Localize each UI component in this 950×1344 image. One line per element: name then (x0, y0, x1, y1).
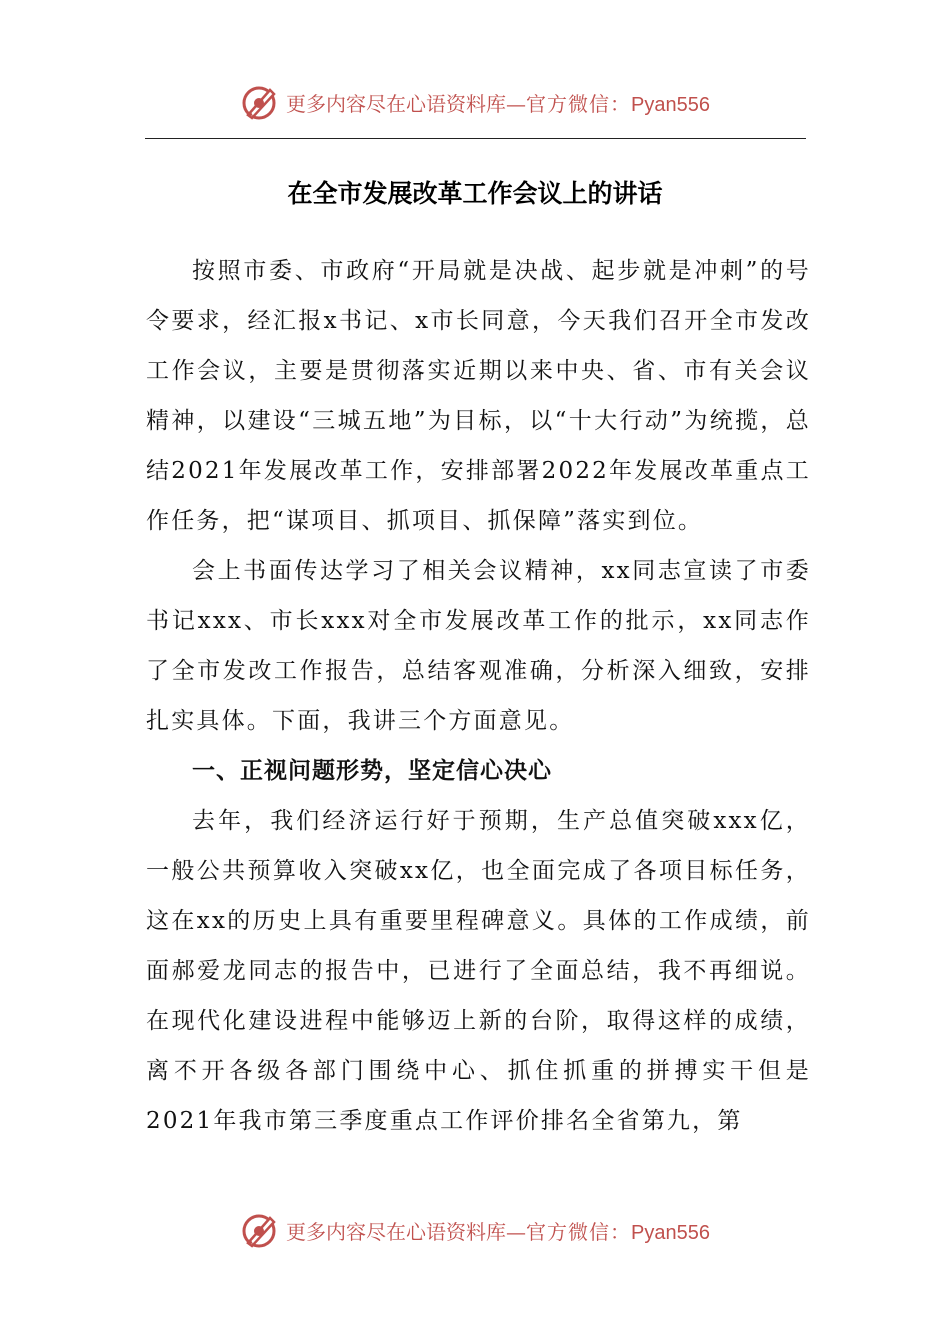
paragraph: 去年，我们经济运行好于预期，生产总值突破xxx亿，一般公共预算收入突破xx亿，也全面完成了各项目标任务，这在xx的历史上具有重要里程碑意义。具体的工作成绩，前面郝爱龙同志的报告中，已进行了全面总结，我不再细说。在现代化建设进程中能够迈上新的台阶，取得这样的成绩，离不开各级各部门围绕中心、抓住抓重的拼搏实干但是2021年我市第三季度重点工作评价排名全省第九，第 (146, 808, 811, 1134)
banner-dash: — (506, 1219, 527, 1244)
banner-wechat-id: Pyan556 (631, 93, 710, 116)
banner-wechat-label: 官方微信： (526, 91, 632, 116)
document-body (146, 246, 811, 1146)
banner-dash: — (506, 91, 527, 116)
footer-banner (0, 1208, 950, 1252)
document-title: 在全市发展改革工作会议上的讲话 (287, 179, 663, 208)
banner-site-name: 更多内容尽在心语资料库 (286, 91, 507, 116)
pen-logo-icon (240, 82, 280, 122)
paragraph: 按照市委、市政府“开局就是决战、起步就是冲刺”的号令要求，经汇报x书记、x市长同意，今天我们召开全市发改工作会议，主要是贯彻落实近期以来中央、省、市有关会议精神，以建设“三城五地”为目标，以“十大行动”为统揽，总结2021年发展改革工作，安排部署2022年发展改革重点工作任务，把“谋项目、抓项目、抓保障”落实到位。 (146, 258, 811, 534)
banner-wechat-id: Pyan556 (631, 1221, 710, 1244)
paragraph: 会上书面传达学习了相关会议精神，xx同志宣读了市委书记xxx、市长xxx对全市发展改革工作的批示，xx同志作了全市发改工作报告，总结客观准确，分析深入细致，安排扎实具体。下面，我讲三个方面意见。 (146, 558, 811, 734)
banner-text (286, 1216, 710, 1245)
pen-logo-icon (240, 1210, 280, 1250)
section-heading: 一、正视问题形势，坚定信心决心 (192, 758, 552, 784)
banner-text (286, 88, 710, 117)
banner-wechat-label: 官方微信： (526, 1219, 632, 1244)
header-rule (145, 138, 806, 139)
banner-site-name: 更多内容尽在心语资料库 (286, 1219, 507, 1244)
header-banner (0, 80, 950, 124)
